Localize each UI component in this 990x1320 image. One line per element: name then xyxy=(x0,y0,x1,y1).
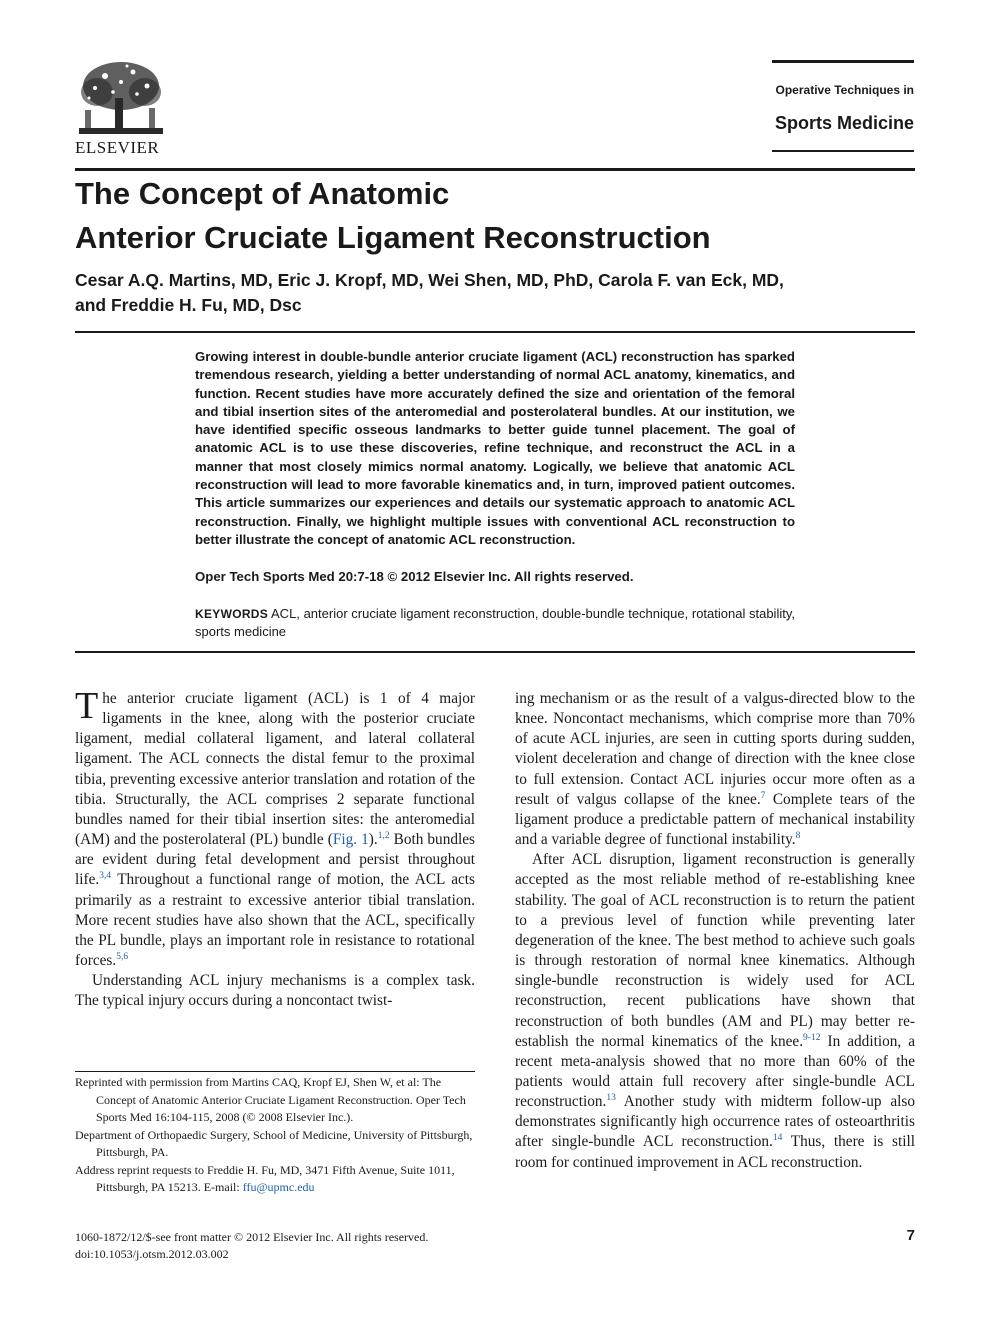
keywords xyxy=(195,605,795,642)
abstract-citation: Oper Tech Sports Med 20:7-18 © 2012 Elsevier Inc. All rights reserved. xyxy=(195,569,634,584)
figure-1-link[interactable]: Fig. 1 xyxy=(332,831,369,849)
title-line-1: The Concept of Anatomic xyxy=(75,176,450,211)
reference-link[interactable]: 9-12 xyxy=(803,1032,821,1043)
article-title xyxy=(75,172,915,260)
tree-logo-icon xyxy=(75,58,167,138)
footer-info xyxy=(75,1229,525,1262)
abstract-rule xyxy=(75,651,915,653)
footnotes xyxy=(75,1074,475,1197)
drop-cap: T xyxy=(75,685,99,727)
journal-name-line2: Sports Medicine xyxy=(774,113,914,133)
reference-link[interactable]: 5,6 xyxy=(116,951,129,962)
email-link[interactable]: ffu@upmc.edu xyxy=(242,1180,315,1194)
keywords-label: KEYWORDS xyxy=(195,607,269,621)
doi-line: doi:10.1053/j.otsm.2012.03.002 xyxy=(75,1246,229,1261)
paragraph-intro xyxy=(75,685,475,971)
page-number: 7 xyxy=(906,1227,915,1244)
text-run: he anterior cruciate ligament (ACL) is 1 of 4 major ligaments in the knee, along with the posterior cruciate ligament, medial collateral ligament, and lateral collateral ligament. The ACL connects the distal femur to the proximal tibia, preventing excessive anterior translation and rotation of the tibia. Structurally, the ACL comprises 2 separate functional bundles named for their tibial insertion sites: the anteromedial (AM) and the posterolateral (PL) bundle ( xyxy=(75,690,475,849)
reference-link[interactable]: 13 xyxy=(606,1093,616,1104)
text-run: ing mechanism or as the result of a valgus-directed blow to the knee. Noncontact mechanisms, which comprise more than 70% of acute ACL injuries, are seen in cutting sports during sudden, violent deceleration and change of direction with the knee close to full extension. Contact ACL injuries occur more often as a result of valgus collapse of the knee. xyxy=(515,690,915,808)
reference-link[interactable]: 8 xyxy=(795,831,801,841)
footnote-address xyxy=(75,1162,475,1197)
author-list xyxy=(75,268,915,318)
reference-link[interactable]: 3,4 xyxy=(99,871,112,882)
abstract-text: Growing interest in double-bundle anterior cruciate ligament (ACL) reconstruction has sparked tremendous research, yielding a better understanding of normal ACL anatomy, kinematics, and function. Recent studies have more accurately defined the size and orientation of the femoral and tibial insertion sites of the anteromedial and posterolateral bundles. At our institution, we have identified specific osseous landmarks to better guide tunnel placement. The goal of anatomic ACL is to use these discoveries, refine technique, and reconstruct the ACL in a manner that most closely mimics normal anatomy. Logically, we believe that anatomic ACL reconstruction will lead to more favorable kinematics and, in turn, improved patient outcomes. This article summarizes our experiences and details our systematic approach to anatomic ACL reconstruction. Finally, we highlight multiple issues with conventional ACL reconstruction to better illustrate the concept of anatomic ACL reconstruction. xyxy=(195,349,795,547)
text-run: Thus, there is still room for continued improvement in ACL reconstruction. xyxy=(515,1133,916,1171)
body-column-left xyxy=(75,685,475,1012)
authors-line-1: Cesar A.Q. Martins, MD, Eric J. Kropf, MD, Wei Shen, MD, PhD, Carola F. van Eck, MD, xyxy=(75,270,784,290)
address-text: Address reprint requests to Freddie H. Fu, MD, 3471 Fifth Avenue, Suite 1011, Pittsburgh, PA 15213. E-mail: xyxy=(75,1162,455,1194)
title-line-2: Anterior Cruciate Ligament Reconstruction xyxy=(75,220,711,255)
reference-link[interactable]: 14 xyxy=(772,1133,783,1144)
text-run: Throughout a functional range of motion, the ACL acts primarily as a restraint to excessive anterior tibial translation. More recent studies have also shown that the ACL, specifically the PL bundle, plays an important role in resistance to rotational forces. xyxy=(75,871,475,970)
text-run: After ACL disruption, ligament reconstruction is generally accepted as the most reliable method of re-establishing knee stability. The goal of ACL reconstruction is to return the patient to a previous level of function while preventing later degeneration of the knee. The best method to achieve such goals is through restoration of normal knee kinematics. Although single-bundle reconstruction is widely used for ACL reconstruction, recent publications have shown that reconstruction of both bundles (AM and PL) may better re-establish the normal kinematics of the knee. xyxy=(515,851,915,1050)
text-run: Both bundles are evident during fetal development and persist throughout life. xyxy=(75,831,475,889)
paragraph-reconstruction xyxy=(515,850,915,1173)
body-column-right xyxy=(515,689,915,1173)
publisher-name: ELSEVIER xyxy=(75,138,160,157)
authors-rule xyxy=(75,331,915,333)
text-run: In addition, a recent meta-analysis showed that no more than 60% of the patients would attain full recovery after single-bundle ACL reconstruction. xyxy=(515,1032,916,1111)
title-rule xyxy=(75,168,915,171)
journal-rule xyxy=(772,150,914,152)
text-run: Another study with midterm follow-up also demonstrates significantly high occurrence rates of osteoarthritis after single-bundle ACL reconstruction. xyxy=(515,1093,915,1151)
reference-link[interactable]: 1,2 xyxy=(377,831,390,841)
authors-line-2: and Freddie H. Fu, MD, Dsc xyxy=(75,295,302,315)
text-run: Complete tears of the ligament produce a predictable pattern of mechanical instability and a variable degree of functional instability. xyxy=(515,790,915,849)
journal-name-line1: Operative Techniques in xyxy=(775,83,914,97)
paragraph-injury-mechanisms: Understanding ACL injury mechanisms is a complex task. The typical injury occurs during a noncontact twist- xyxy=(75,972,475,1010)
reference-link[interactable]: 7 xyxy=(760,790,766,801)
keywords-list: ACL, anterior cruciate ligament reconstruction, double-bundle technique, rotational stability, sports medicine xyxy=(195,606,795,640)
footnote-reprint: Reprinted with permission from Martins CAQ, Kropf EJ, Shen W, et al: The Concept of Anatomic Anterior Cruciate Ligament Reconstruction. Oper Tech Sports Med 16:104-115, 2008 (© 2008 Elsevier Inc.). xyxy=(75,1075,466,1124)
header-rule-top xyxy=(772,60,914,63)
text-run: ). xyxy=(368,831,378,849)
footnote-department: Department of Orthopaedic Surgery, School of Medicine, University of Pittsburgh, Pittsburgh, PA. xyxy=(75,1127,473,1159)
issn-line: 1060-1872/12/$-see front matter © 2012 Elsevier Inc. All rights reserved. xyxy=(75,1230,429,1244)
footnote-rule xyxy=(75,1071,475,1072)
paragraph-continued xyxy=(515,689,915,850)
